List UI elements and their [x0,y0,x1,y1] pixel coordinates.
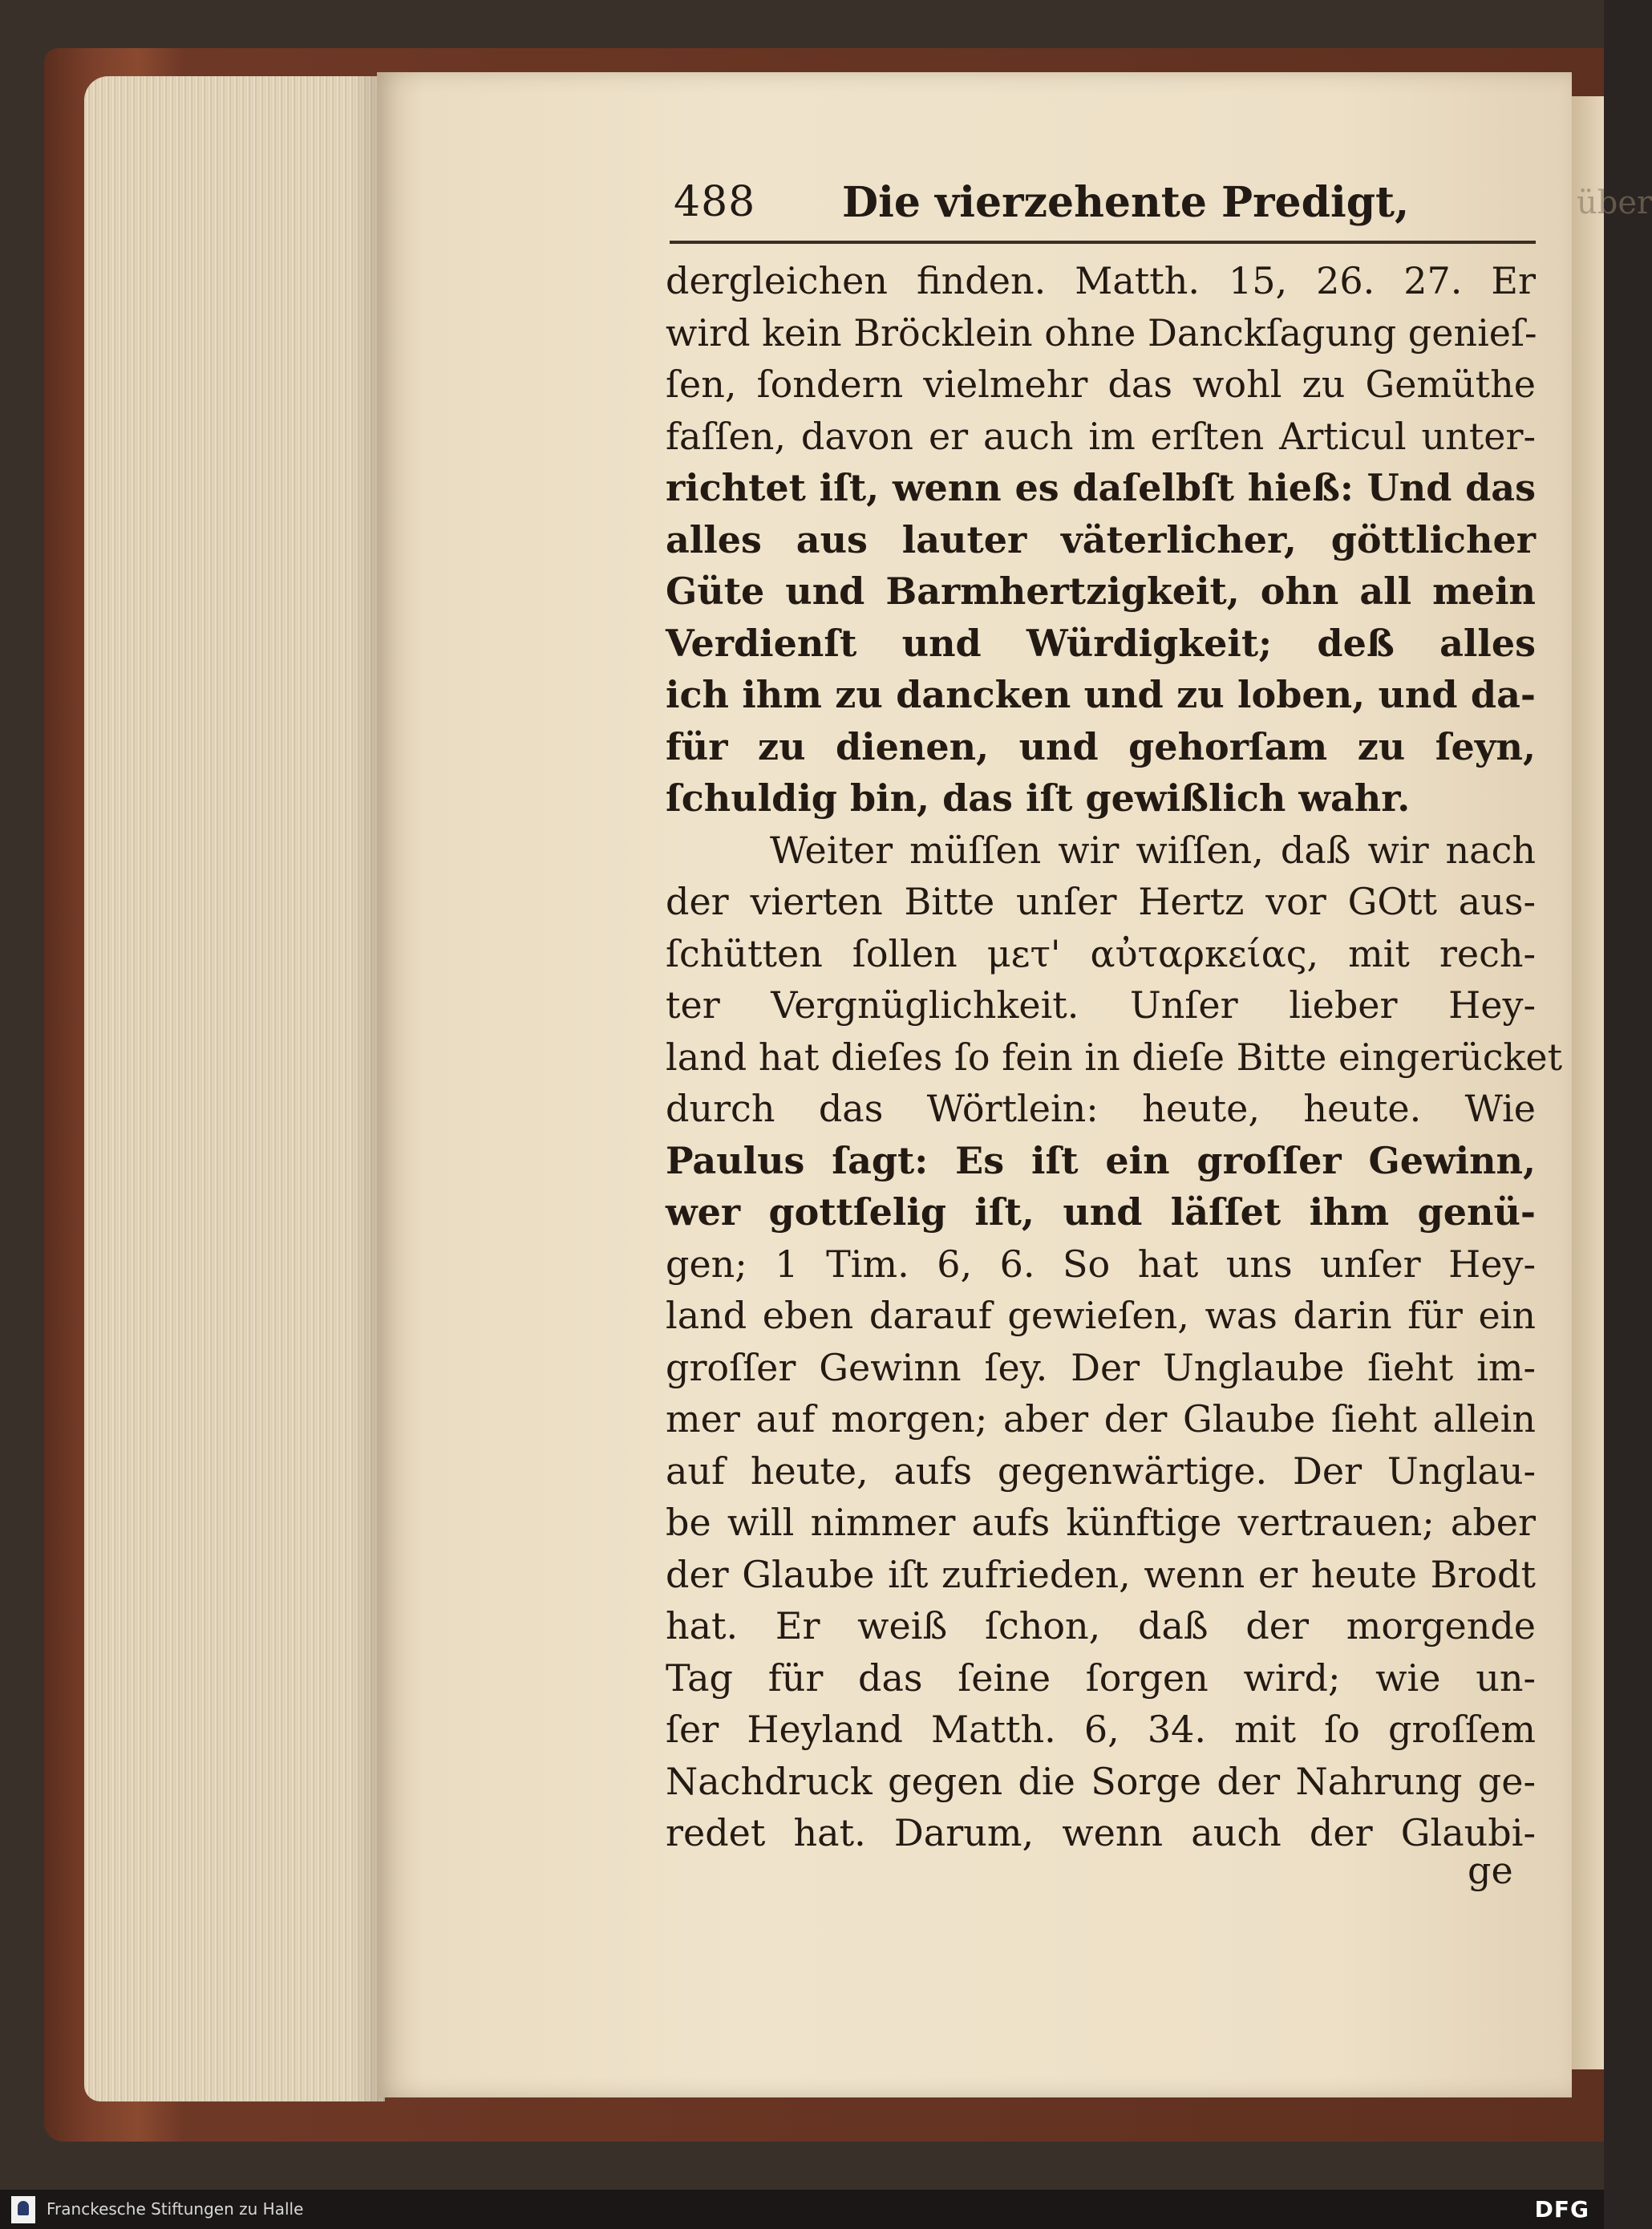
institution-logo-icon [11,2196,35,2223]
text-line: ſen, ſondern vielmehr das wohl zu Gemüthe [666,363,1536,406]
running-title: Die vierzehente Predigt, [842,178,1410,227]
text-line: Verdienſt und Würdigkeit; deß alles [666,621,1536,665]
page-edges [84,76,385,2101]
text-line: für zu dienen, und gehorſam zu ſeyn, [666,724,1536,768]
header-rule [670,241,1536,244]
page-header [674,178,1540,234]
text-line: land hat dieſes ſo fein in dieſe Bitte eingerücket [666,1035,1563,1079]
viewer-footer [0,2190,1604,2229]
body-text [666,255,1563,1859]
text-line: Paulus ſagt: Es iſt ein groſſer Gewinn, [666,1138,1536,1182]
text-line: auf heute, aufs gegenwärtige. Der Unglau- [666,1449,1536,1493]
text-line: mer auf morgen; aber der Glaube ſieht allein [666,1397,1536,1441]
text-line: groſſer Gewinn ſey. Der Unglaube ſieht im- [666,1345,1536,1389]
text-line: ſchütten ſollen μετ' αὐταρκείας, mit rech- [666,931,1536,975]
page-number: 488 [674,178,756,226]
text-line: be will nimmer aufs künftige vertrauen; aber [666,1501,1536,1544]
text-line: durch das Wörtlein: heute, heute. Wie [666,1087,1536,1130]
text-line: dergleichen finden. Matth. 15, 26. 27. Er [666,259,1536,302]
text-line: Nachdruck gegen die Sorge der Nahrung ge- [666,1759,1536,1803]
institution-name: Franckesche Stiftungen zu Halle [47,2199,304,2219]
catchword: ge [1468,1849,1513,1892]
text-line: Weiter müſſen wir wiſſen, daß wir nach [770,828,1536,872]
text-line: gen; 1 Tim. 6, 6. So hat uns unſer Hey- [666,1242,1536,1286]
text-line: Tag für das ſeine ſorgen wird; wie un- [666,1656,1536,1700]
text-line: faſſen, davon er auch im erſten Articul unter- [666,414,1536,458]
text-line: wer gottſelig iſt, und läſſet ihm genü- [666,1190,1536,1234]
text-line: redet hat. Darum, wenn auch der Glaubi- [666,1811,1536,1854]
dfg-logo: DFG [1534,2196,1589,2223]
text-line: Güte und Barmhertzigkeit, ohn all mein [666,569,1536,613]
text-line: ich ihm zu dancken und zu loben, und da- [666,673,1536,716]
text-line: ſer Heyland Matth. 6, 34. mit ſo groſſem [666,1708,1536,1751]
text-line: land eben darauf gewieſen, was darin für ein [666,1294,1536,1337]
text-line: hat. Er weiß ſchon, daß der morgende [666,1604,1536,1647]
text-line: der Glaube iſt zufrieden, wenn er heute Brodt [666,1552,1536,1596]
text-line: der vierten Bitte unſer Hertz vor GOtt aus- [666,880,1536,923]
text-line: wird kein Bröcklein ohne Danckſagung genieſ- [666,310,1537,355]
text-line: alles aus lauter väterlicher, göttlicher [666,517,1536,561]
text-line: ter Vergnüglichkeit. Unſer lieber Hey- [666,983,1536,1027]
facing-page-sliver [1572,96,1652,2069]
text-line: ſchuldig bin, das iſt gewißlich wahr. [666,776,1411,820]
text-line: richtet iſt, wenn es daſelbſt hieß: Und das [666,466,1536,509]
facing-page-fragment: über [1577,184,1652,221]
